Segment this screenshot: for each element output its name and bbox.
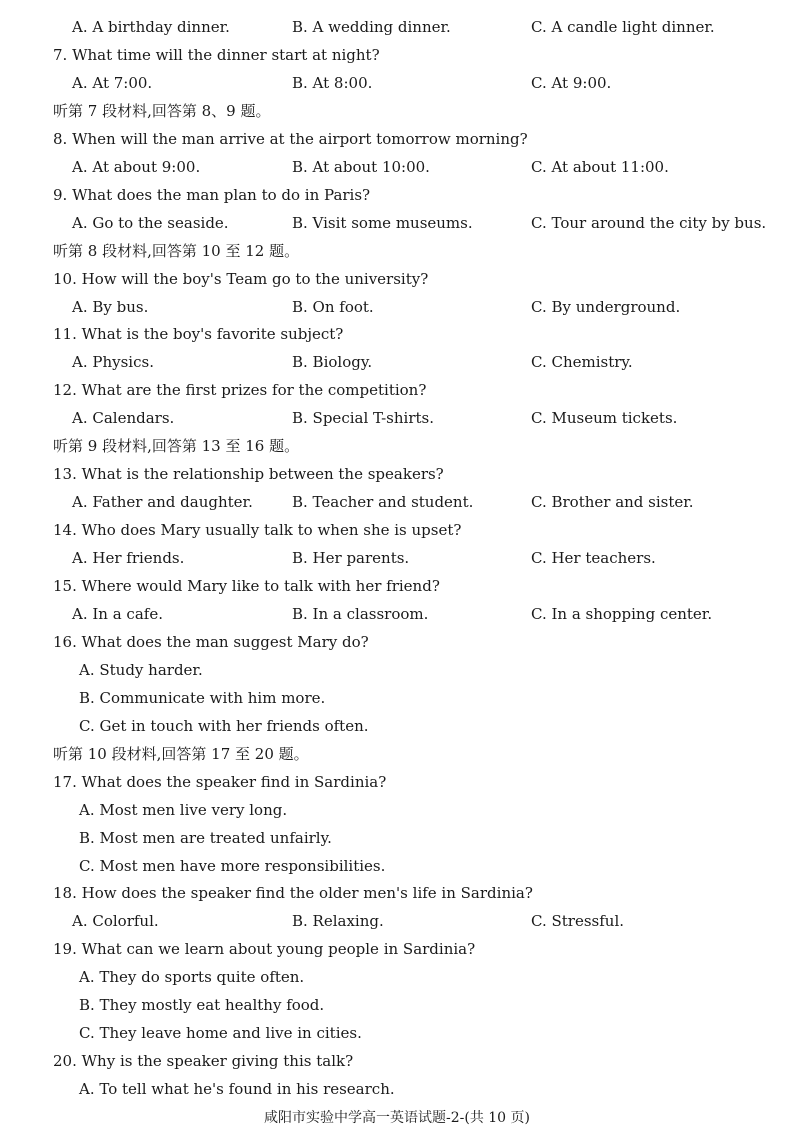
question-text: 9. What does the man plan to do in Paris? xyxy=(53,186,371,204)
option-a: A. At about 9:00. xyxy=(72,158,201,176)
option-b: B. Teacher and student. xyxy=(292,493,474,511)
option-a: A. Go to the seaside. xyxy=(72,214,229,232)
option-line: C. Get in touch with her friends often. xyxy=(79,717,369,735)
option-a: A. Father and daughter. xyxy=(72,493,253,511)
section-instruction: 听第 9 段材料,回答第 13 至 16 题。 xyxy=(53,437,300,455)
option-c: C. A candle light dinner. xyxy=(531,18,715,36)
option-b: B. At about 10:00. xyxy=(292,158,430,176)
section-instruction: 听第 8 段材料,回答第 10 至 12 题。 xyxy=(53,242,300,260)
option-c: C. At 9:00. xyxy=(531,74,612,92)
option-b: B. Relaxing. xyxy=(292,912,384,930)
option-b: B. Biology. xyxy=(292,353,373,371)
section-instruction: 听第 10 段材料,回答第 17 至 20 题。 xyxy=(53,745,309,763)
option-c: C. Tour around the city by bus. xyxy=(531,214,767,232)
option-a: A. At 7:00. xyxy=(72,74,153,92)
option-line: C. Most men have more responsibilities. xyxy=(79,857,386,875)
option-line: A. They do sports quite often. xyxy=(79,968,305,986)
option-b: B. A wedding dinner. xyxy=(292,18,451,36)
option-a: A. In a cafe. xyxy=(72,605,163,623)
option-c: C. Brother and sister. xyxy=(531,493,694,511)
option-c: C. At about 11:00. xyxy=(531,158,669,176)
option-c: C. By underground. xyxy=(531,298,681,316)
option-line: A. To tell what he's found in his research. xyxy=(79,1080,395,1098)
option-b: B. At 8:00. xyxy=(292,74,373,92)
option-b: B. Special T-shirts. xyxy=(292,409,434,427)
option-a: A. Calendars. xyxy=(72,409,175,427)
option-line: B. Most men are treated unfairly. xyxy=(79,829,332,847)
question-text: 10. How will the boy's Team go to the university? xyxy=(53,270,429,288)
question-text: 17. What does the speaker find in Sardinia? xyxy=(53,773,387,791)
question-text: 19. What can we learn about young people in Sardinia? xyxy=(53,940,476,958)
option-a: A. Her friends. xyxy=(72,549,185,567)
option-line: C. They leave home and live in cities. xyxy=(79,1024,362,1042)
question-text: 11. What is the boy's favorite subject? xyxy=(53,325,344,343)
question-text: 15. Where would Mary like to talk with her friend? xyxy=(53,577,440,595)
question-text: 18. How does the speaker find the older men's life in Sardinia? xyxy=(53,884,533,902)
option-a: A. Colorful. xyxy=(72,912,159,930)
section-instruction: 听第 7 段材料,回答第 8、9 题。 xyxy=(53,102,271,120)
question-text: 14. Who does Mary usually talk to when she is upset? xyxy=(53,521,462,539)
option-line: A. Study harder. xyxy=(79,661,203,679)
question-text: 8. When will the man arrive at the airport tomorrow morning? xyxy=(53,130,528,148)
question-text: 12. What are the first prizes for the competition? xyxy=(53,381,427,399)
option-c: C. Museum tickets. xyxy=(531,409,678,427)
page-footer: 咸阳市实验中学高一英语试题-2-(共 10 页) xyxy=(263,1110,530,1126)
question-text: 13. What is the relationship between the speakers? xyxy=(53,465,444,483)
option-c: C. Chemistry. xyxy=(531,353,633,371)
question-text: 7. What time will the dinner start at night? xyxy=(53,46,380,64)
option-line: B. Communicate with him more. xyxy=(79,689,326,707)
option-a: A. A birthday dinner. xyxy=(72,18,230,36)
option-c: C. Stressful. xyxy=(531,912,625,930)
option-b: B. Her parents. xyxy=(292,549,410,567)
question-text: 16. What does the man suggest Mary do? xyxy=(53,633,369,651)
option-c: C. In a shopping center. xyxy=(531,605,713,623)
option-b: B. In a classroom. xyxy=(292,605,429,623)
option-b: B. Visit some museums. xyxy=(292,214,473,232)
option-a: A. Physics. xyxy=(72,353,154,371)
option-line: A. Most men live very long. xyxy=(79,801,288,819)
option-b: B. On foot. xyxy=(292,298,374,316)
option-a: A. By bus. xyxy=(72,298,149,316)
option-line: B. They mostly eat healthy food. xyxy=(79,996,325,1014)
question-text: 20. Why is the speaker giving this talk? xyxy=(53,1052,354,1070)
option-c: C. Her teachers. xyxy=(531,549,656,567)
